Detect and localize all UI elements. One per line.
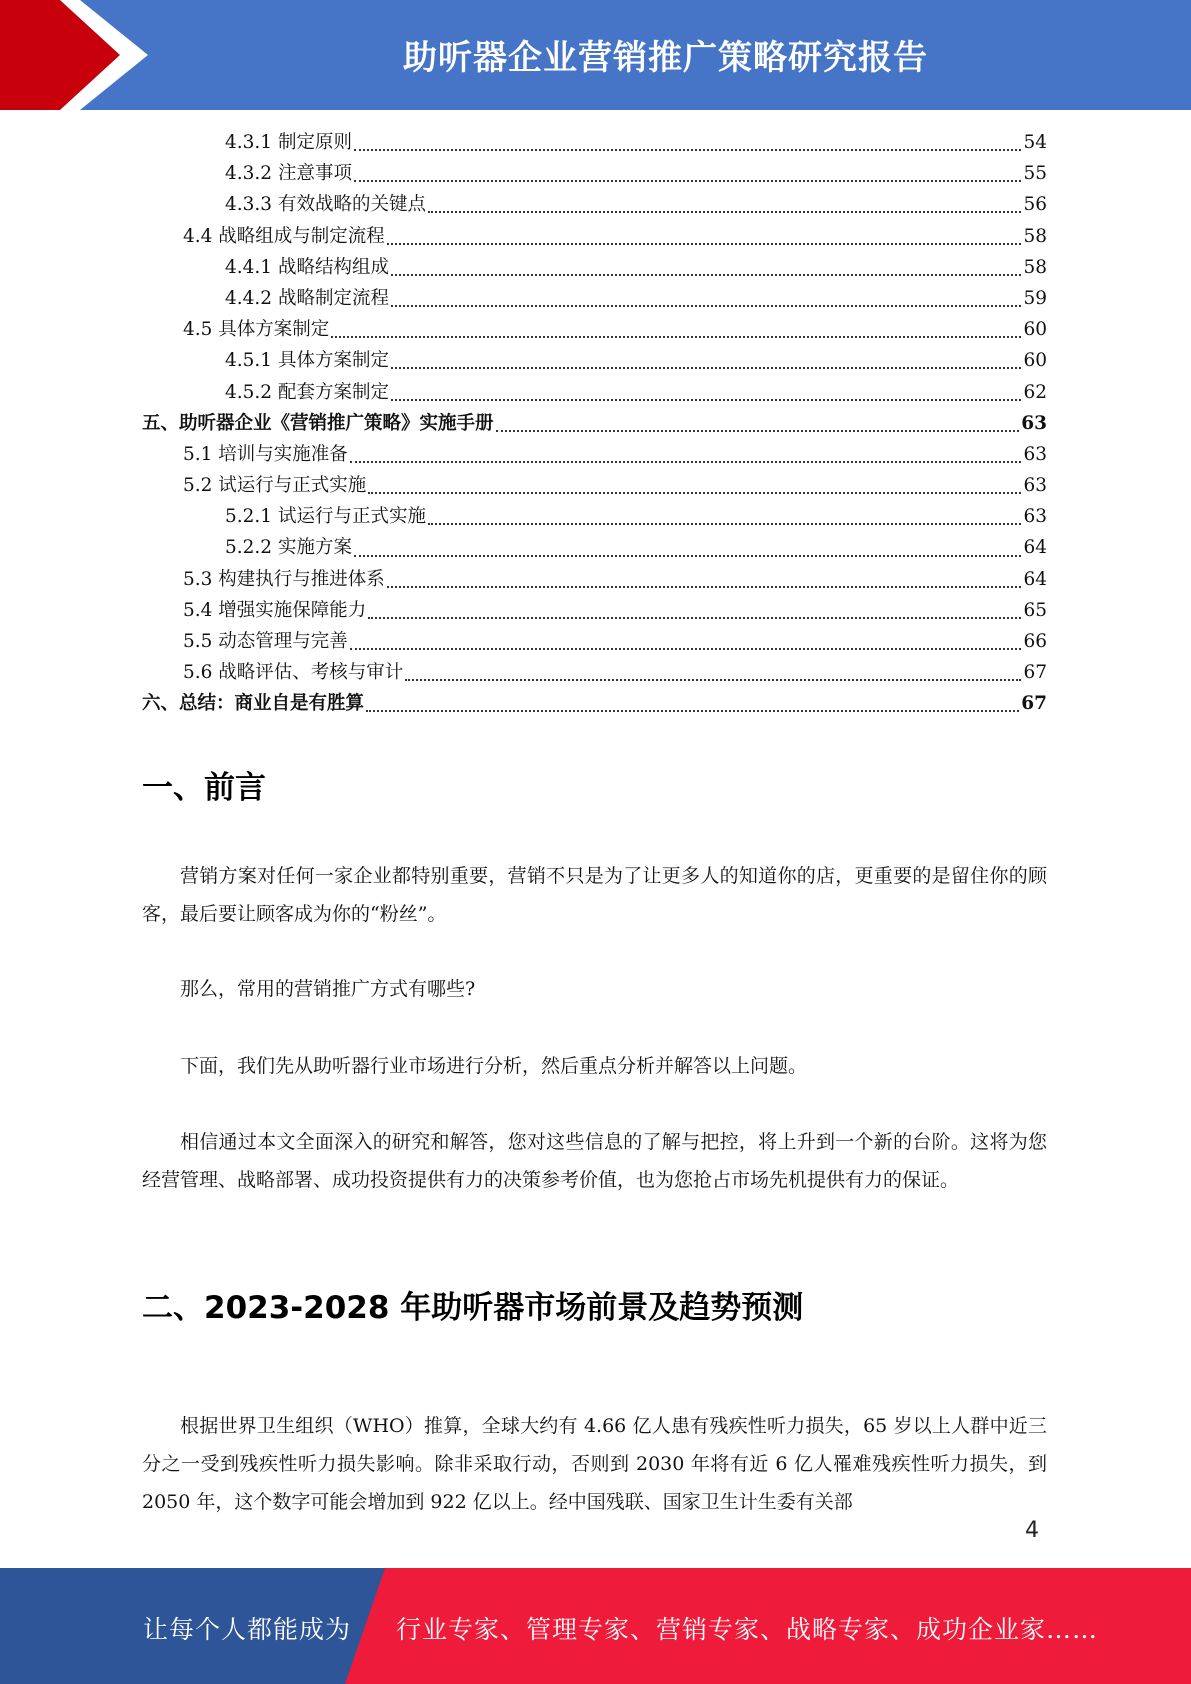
- footer-slogan-left: 让每个人都能成为: [143, 1615, 352, 1644]
- body-paragraph: 根据世界卫生组织（WHO）推算，全球大约有 4.66 亿人患有残疾性听力损失，65 岁以上人群中近三分之一受到残疾性听力损失影响。除非采取行动，否则到 2030 年将有近 6 亿人罹难残疾性听力损失，到 2050 年，这个数字可能会增加到 922 亿以上。经中国残联、国家卫生计生委有关部: [142, 1415, 1047, 1513]
- toc-entry[interactable]: [142, 315, 1047, 346]
- page-header: [0, 0, 1191, 110]
- toc-entry-title: 4.3.1 制定原则: [225, 132, 352, 153]
- toc-entry-title: 5.3 构建执行与推进体系: [183, 568, 385, 590]
- toc-entry-page: 60: [1023, 319, 1047, 341]
- toc-entry-title: 5.1 培训与实施准备: [183, 443, 348, 465]
- toc-entry[interactable]: [142, 533, 1047, 564]
- toc-entry-title: 4.4.2 战略制定流程: [225, 287, 389, 309]
- toc-entry-page: 66: [1023, 631, 1047, 652]
- toc-entry-title: 4.3.3 有效战略的关键点: [225, 194, 426, 216]
- toc-entry[interactable]: [142, 658, 1047, 689]
- toc-entry[interactable]: [142, 409, 1047, 440]
- document-title: 助听器企业营销推广策略研究报告: [403, 38, 928, 78]
- toc-dot-leader: [391, 366, 1021, 369]
- page-number: 4: [1025, 1518, 1039, 1543]
- toc-entry-title: 六、总结：商业自是有胜算: [142, 693, 365, 715]
- toc-dot-leader: [350, 460, 1022, 463]
- toc-entry-title: 5.5 动态管理与完善: [183, 631, 348, 652]
- toc-dot-leader: [354, 554, 1022, 557]
- toc-dot-leader: [391, 273, 1021, 276]
- section-heading-market-forecast: 二、2023-2028 年助听器市场前景及趋势预测: [142, 1290, 804, 1326]
- toc-entry[interactable]: [142, 502, 1047, 533]
- toc-entry-title: 4.5 具体方案制定: [183, 319, 330, 341]
- toc-entry-title: 5.4 增强实施保障能力: [183, 599, 367, 621]
- body-paragraph: 相信通过本文全面深入的研究和解答，您对这些信息的了解与把控，将上升到一个新的台阶。这将为您经营管理、战略部署、成功投资提供有力的决策参考价值，也为您抢占市场先机提供有力的保证。: [142, 1131, 1047, 1191]
- toc-entry-title: 4.3.2 注意事项: [225, 163, 352, 185]
- toc-entry-page: 65: [1023, 599, 1047, 621]
- toc-entry[interactable]: [142, 222, 1047, 253]
- toc-dot-leader: [391, 398, 1021, 401]
- toc-entry[interactable]: [142, 627, 1047, 658]
- toc-entry-title: 5.2.1 试运行与正式实施: [225, 506, 426, 528]
- toc-entry-title: 5.2.2 实施方案: [225, 537, 352, 559]
- toc-entry-page: 54: [1023, 132, 1047, 153]
- toc-entry-title: 4.5.1 具体方案制定: [225, 350, 389, 372]
- toc-dot-leader: [428, 522, 1021, 525]
- toc-entry[interactable]: [142, 440, 1047, 471]
- toc-entry-page: 62: [1023, 381, 1047, 403]
- toc-entry[interactable]: [142, 596, 1047, 627]
- body-paragraph: 下面，我们先从助听器行业市场进行分析，然后重点分析并解答以上问题。: [180, 1055, 808, 1077]
- toc-entry-page: 56: [1023, 194, 1047, 216]
- toc-dot-leader: [405, 678, 1021, 681]
- toc-entry-page: 58: [1023, 256, 1047, 278]
- body-paragraph: 营销方案对任何一家企业都特别重要，营销不只是为了让更多人的知道你的店，更重要的是留住你的顾客，最后要让顾客成为你的“粉丝”。: [142, 865, 1047, 925]
- toc-entry-page: 63: [1023, 443, 1047, 465]
- toc-entry[interactable]: [142, 689, 1047, 720]
- footer-slogan-right: 行业专家、管理专家、营销专家、战略专家、成功企业家……: [396, 1615, 1099, 1644]
- toc-entry-page: 63: [1023, 475, 1047, 497]
- toc-entry[interactable]: [142, 378, 1047, 409]
- toc-entry-page: 55: [1023, 163, 1047, 185]
- page-footer: [0, 1568, 1191, 1684]
- toc-entry[interactable]: [142, 159, 1047, 190]
- toc-entry-title: 4.4 战略组成与制定流程: [183, 225, 385, 247]
- table-of-contents: [142, 128, 1047, 721]
- toc-dot-leader: [368, 616, 1021, 619]
- toc-entry[interactable]: [142, 190, 1047, 221]
- toc-entry-title: 4.4.1 战略结构组成: [225, 256, 389, 278]
- toc-entry-page: 67: [1021, 693, 1047, 715]
- toc-dot-leader: [391, 304, 1021, 307]
- toc-dot-leader: [496, 429, 1020, 432]
- toc-entry[interactable]: [142, 471, 1047, 502]
- toc-entry-title: 4.5.2 配套方案制定: [225, 381, 389, 403]
- toc-entry-page: 67: [1023, 662, 1047, 684]
- toc-entry-page: 64: [1023, 568, 1047, 590]
- toc-entry-page: 63: [1023, 506, 1047, 528]
- body-paragraph: 那么，常用的营销推广方式有哪些?: [180, 978, 476, 1000]
- toc-dot-leader: [354, 148, 1022, 151]
- toc-entry[interactable]: [142, 253, 1047, 284]
- toc-entry-title: 5.2 试运行与正式实施: [183, 475, 367, 497]
- toc-entry-page: 63: [1021, 412, 1047, 434]
- toc-entry-page: 60: [1023, 350, 1047, 372]
- toc-entry-title: 5.6 战略评估、考核与审计: [183, 662, 404, 684]
- toc-entry-page: 59: [1023, 287, 1047, 309]
- toc-dot-leader: [366, 709, 1019, 712]
- toc-entry[interactable]: [142, 284, 1047, 315]
- toc-entry-page: 64: [1023, 537, 1047, 559]
- toc-entry-page: 58: [1023, 225, 1047, 247]
- toc-dot-leader: [350, 647, 1022, 650]
- toc-dot-leader: [387, 242, 1022, 245]
- toc-dot-leader: [354, 179, 1022, 182]
- toc-entry-title: 五、助听器企业《营销推广策略》实施手册: [142, 412, 494, 434]
- toc-dot-leader: [368, 491, 1021, 494]
- section-heading-preface: 一、前言: [142, 770, 266, 806]
- toc-entry[interactable]: [142, 565, 1047, 596]
- toc-dot-leader: [387, 585, 1022, 588]
- toc-dot-leader: [331, 335, 1021, 338]
- toc-entry[interactable]: [142, 128, 1047, 159]
- toc-dot-leader: [428, 210, 1021, 213]
- toc-entry[interactable]: [142, 346, 1047, 377]
